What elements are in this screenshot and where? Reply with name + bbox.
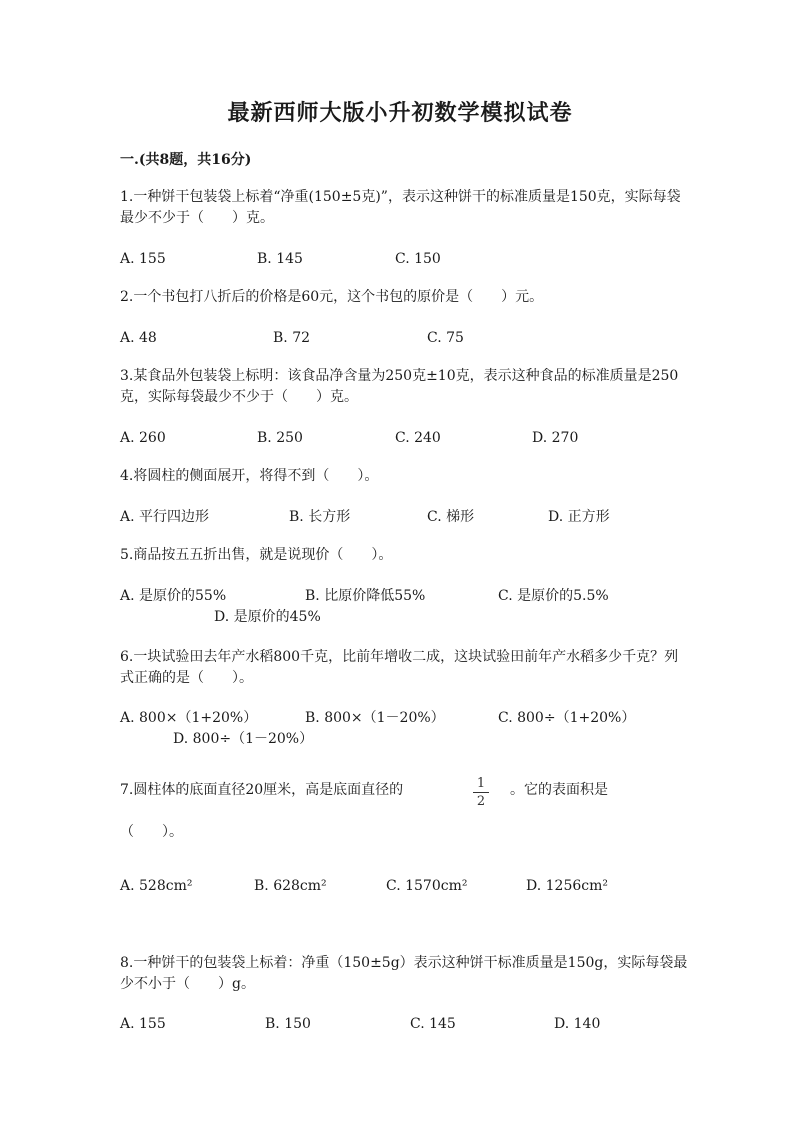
question-8-option-b: B. 150 [265,1016,311,1032]
question-7-blank: （ ）。 [120,824,183,840]
question-5-option-c: C. 是原价的5.5% [498,588,609,604]
fraction-denominator: 2 [476,794,486,809]
question-6-option-c: C. 800÷（1+20%） [498,710,636,726]
question-1-option-b: B. 145 [257,251,303,267]
question-3-option-a: A. 260 [120,430,166,446]
question-6-option-b: B. 800×（1－20%） [305,710,445,726]
question-7-option-b: B. 628cm² [254,878,327,894]
question-7-option-c: C. 1570cm² [386,878,468,894]
page-title: 最新西师大版小升初数学模拟试卷 [227,100,573,126]
question-8-option-d: D. 140 [554,1016,601,1032]
question-3-text: 3.某食品外包装袋上标明：该食品净含量为250克±10克，表示这种食品的标准质量是250克，实际每袋最少不少于（ ）克。 [120,368,679,405]
question-7-option-a: A. 528cm² [120,878,193,894]
question-4-option-a: A. 平行四边形 [120,509,210,525]
question-2-option-a: A. 48 [120,330,157,346]
question-6-option-a: A. 800×（1+20%） [120,710,258,726]
question-8-option-a: A. 155 [120,1016,166,1032]
question-2-option-b: B. 72 [273,330,311,346]
question-8-text: 8.一种饼干的包装袋上标着：净重（150±5g）表示这种饼干标准质量是150g，实际每袋最少不小于（ ）g。 [120,955,688,992]
fraction-numerator: 1 [476,776,486,791]
question-6-text: 6.一块试验田去年产水稻800千克，比前年增收二成，这块试验田前年产水稻多少千克？列式正确的是（ ）。 [120,649,679,686]
question-7-text-continued: 。它的表面积是 [510,782,608,798]
section-heading: 一.(共8题，共16分) [120,152,252,168]
question-7-option-d: D. 1256cm² [526,878,608,894]
question-1-option-c: C. 150 [395,251,441,267]
question-5-option-b: B. 比原价降低55% [305,588,426,604]
fraction-bar [473,792,489,793]
question-1-text: 1.一种饼干包装袋上标着“净重(150±5克)”，表示这种饼干的标准质量是150克，实际每袋最少不少于（ ）克。 [120,189,681,226]
question-4-option-c: C. 梯形 [427,509,475,525]
question-3-option-b: B. 250 [257,430,303,446]
question-8-option-c: C. 145 [410,1016,456,1032]
question-4-option-d: D. 正方形 [548,509,610,525]
question-4-text: 4.将圆柱的侧面展开，将得不到（ ）。 [120,468,379,484]
question-5-option-d: D. 是原价的45% [214,609,321,625]
question-2-text: 2.一个书包打八折后的价格是60元，这个书包的原价是（ ）元。 [120,289,544,305]
question-2-option-c: C. 75 [427,330,464,346]
fraction-one-half [470,776,492,809]
question-3-option-d: D. 270 [532,430,579,446]
question-1-option-a: A. 155 [120,251,166,267]
question-5-text: 5.商品按五五折出售，就是说现价（ ）。 [120,547,393,563]
question-6-option-d: D. 800÷（1－20%） [173,731,314,747]
question-3-option-c: C. 240 [395,430,441,446]
question-7-text: 7.圆柱体的底面直径20厘米，高是底面直径的 [120,782,404,798]
question-5-option-a: A. 是原价的55% [120,588,227,604]
question-4-option-b: B. 长方形 [289,509,351,525]
